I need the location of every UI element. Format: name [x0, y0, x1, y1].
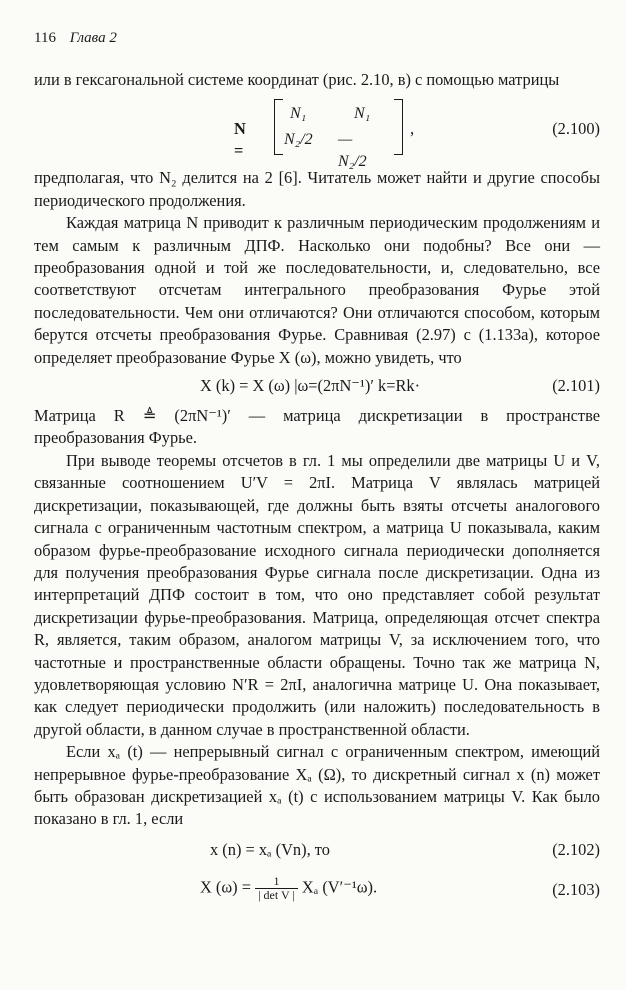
- matrix-cell-12: N₁: [354, 105, 371, 123]
- matrix-label: N =: [234, 119, 246, 161]
- paragraph-4: Матрица R ≜ (2πN⁻¹)′ — матрица дискретизации в пространстве преобразования Фурье.: [34, 406, 600, 448]
- equation-2-103-body: [200, 875, 377, 902]
- page-number: 116: [34, 30, 56, 46]
- paragraph-6: Если xₐ (t) — непрерывный сигнал с ограниченным спектром, имеющий непрерывное фурье-преобразование Xₐ (Ω), то дискретный сигнал x (n) может быть образован дискретизацией xₐ (t) с использованием матрицы V. Как было показано в гл. 1, если: [34, 742, 600, 829]
- page-header: [34, 30, 600, 47]
- fraction-denominator: | det V |: [258, 887, 295, 902]
- matrix-left-bracket: [274, 99, 283, 155]
- equation-2-103-right: Xₐ (V′⁻¹ω).: [301, 877, 378, 897]
- matrix-cell-11: N₁: [290, 105, 307, 123]
- equation-2-102-body: x (n) = xₐ (Vn), то: [210, 839, 330, 859]
- matrix-cell-22: —N₂/2: [338, 131, 367, 171]
- paragraph-1: или в гексагональной системе координат (рис. 2.10, в) с помощью матрицы: [34, 70, 560, 89]
- chapter-title: Глава 2: [69, 30, 117, 46]
- matrix-cell-21: N₂/2: [284, 131, 313, 149]
- paragraph-3: Каждая матрица N приводит к различным периодическим продолжениям и тем самым к различным ДПФ. Насколько они подобны? Все они — преобразования одной и той же последовательности, и, следовательно, все соответствуют отсчетам интегрального преобразования Фурье этой последовательности. Чем они отличаются? Они отличаются способом, которым берутся отсчеты преобразования Фурье. Сравнивая (2.97) с (1.133а), которое определяет преобразование Фурье X (ω), можно увидеть, что: [34, 213, 600, 367]
- matrix-right-bracket: [394, 99, 403, 155]
- equation-number-2-102: (2.102): [552, 839, 600, 859]
- fraction-numerator: 1: [255, 875, 298, 889]
- paragraph-5: При выводе теоремы отсчетов в гл. 1 мы определили две матрицы U и V, связанные соотношением U′V = 2πI. Матрица V являлась матрицей дискретизации, показывающей, где должны быть взяты отсчеты аналогового сигнала с ограниченным частотным спектром, а матрица U показывала, каким образом фурье-преобразование исходного сигнала периодически дополняется для получения преобразования Фурье сигнала после дискретизации. Одна из интерпретаций ДПФ состоит в том, что оно представляет собой результат дискретизации фурье-преобразования. Матрица, определяющая отсчет спектра R, является, таким образом, аналогом матрицы V, за исключением того, что частотные и пространственные области обращены. Точно так же матрица N, удовлетворяющая условию N′R = 2πI, аналогична матрице U. Она показывает, как следует периодически продолжить (или наложить) последовательность в другой области, в данном случае в пространственной области.: [34, 450, 600, 739]
- equation-2-101: [34, 375, 600, 397]
- equation-number-2-101: (2.101): [552, 376, 600, 396]
- fraction: [255, 875, 298, 902]
- book-page: [34, 30, 600, 903]
- equation-2-102: [34, 839, 600, 861]
- matrix-comma: ,: [410, 119, 415, 139]
- equation-number-2-100: (2.100): [552, 119, 600, 139]
- paragraph-2: предполагая, что N₂ делится на 2 [6]. Читатель может найти и другие способы периодического продолжения.: [34, 168, 600, 210]
- equation-2-101-body: X (k) = X (ω) |ω=(2πN⁻¹)′ k=Rk·: [200, 376, 421, 396]
- equation-2-100: [34, 99, 600, 171]
- equation-number-2-103: (2.103): [552, 879, 600, 899]
- equation-2-103-left: X (ω) =: [200, 877, 251, 897]
- equation-2-103: [34, 875, 600, 903]
